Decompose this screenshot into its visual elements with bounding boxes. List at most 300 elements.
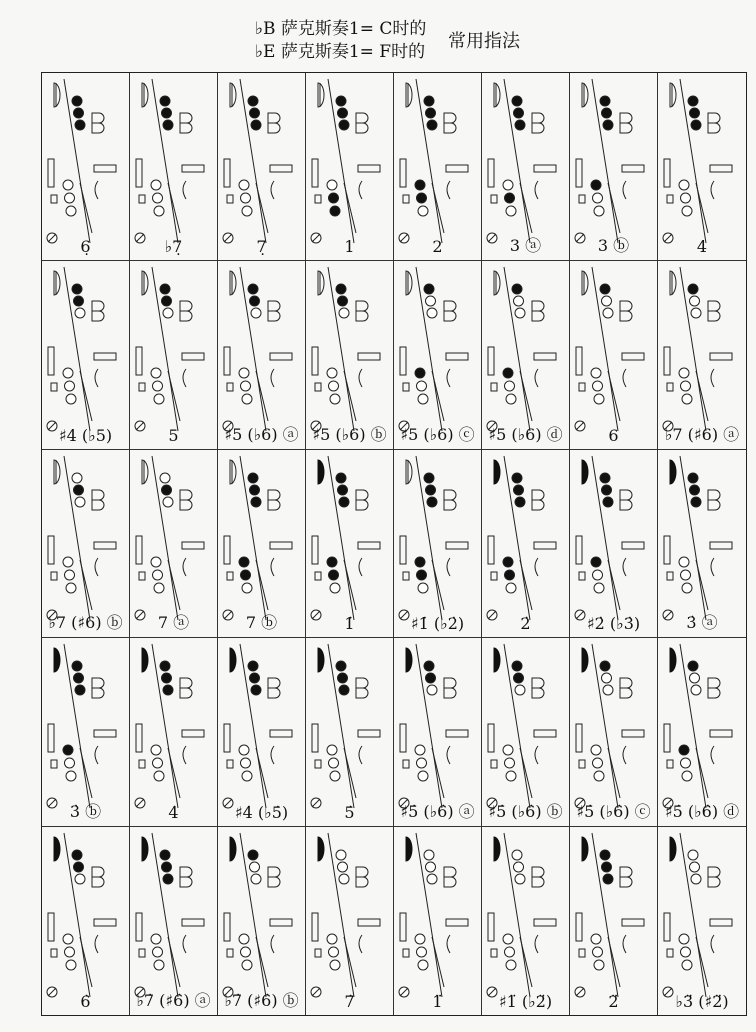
left-small-key-icon: [227, 572, 233, 580]
note-label: 2̇: [520, 614, 531, 634]
left-stack-icon: [136, 159, 142, 187]
palm-key-icon: [92, 490, 104, 500]
note-label: 5: [168, 425, 179, 445]
upper-key-2: [426, 296, 436, 306]
fingering-cell: [394, 73, 482, 261]
lower-key-2: [505, 570, 515, 580]
upper-key-1: [600, 96, 610, 106]
lower-key-3: [330, 583, 340, 593]
lower-key-1: [591, 745, 601, 755]
side-curve-icon: [447, 558, 450, 576]
lower-key-2: [329, 758, 339, 768]
side-key-icon: [710, 542, 732, 549]
title-line-2: ♭E 萨克斯奏1= F时的: [255, 42, 426, 62]
left-small-key-icon: [51, 572, 57, 580]
palm-key-icon: [180, 500, 192, 510]
note-label: 7 ⓑ: [245, 613, 278, 633]
upper-key-3: [251, 497, 261, 507]
fingering-cell: [42, 638, 130, 826]
lower-key-2: [681, 947, 691, 957]
upper-key-3: [691, 308, 701, 318]
side-key-icon: [94, 542, 116, 549]
upper-key-2: [74, 485, 84, 495]
lower-key-1: [239, 745, 249, 755]
note-label: 7̇: [344, 991, 355, 1011]
upper-key-2: [74, 673, 84, 683]
left-stack-icon: [400, 536, 406, 564]
left-small-key-icon: [139, 383, 145, 391]
left-stack-icon: [400, 913, 406, 941]
upper-key-2: [426, 673, 436, 683]
palm-key-icon: [180, 123, 192, 133]
upper-key-1: [72, 661, 82, 671]
note-label: 6̇: [80, 991, 91, 1011]
upper-key-2: [514, 862, 524, 872]
upper-key-1: [72, 473, 82, 483]
upper-key-3: [691, 120, 701, 130]
fingering-cell: [570, 638, 658, 826]
side-key-icon: [534, 919, 556, 926]
left-stack-icon: [224, 536, 230, 564]
upper-key-1: [688, 661, 698, 671]
saxophone-key-diagram: [42, 827, 128, 1015]
palm-key-icon: [444, 311, 456, 321]
lower-key-2: [153, 947, 163, 957]
upper-key-2: [250, 673, 260, 683]
left-small-key-icon: [403, 949, 409, 957]
lower-key-1: [151, 745, 161, 755]
upper-key-1: [248, 284, 258, 294]
fingering-cell: [218, 261, 306, 449]
octave-key-icon: [582, 837, 588, 861]
palm-key-icon: [708, 678, 720, 688]
fingering-cell: [394, 638, 482, 826]
lower-key-2: [593, 381, 603, 391]
fingering-cell: [130, 450, 218, 638]
note-label: 3 ⓑ: [597, 236, 630, 256]
lower-key-1: [503, 745, 513, 755]
left-stack-icon: [224, 347, 230, 375]
left-small-key-icon: [579, 195, 585, 203]
note-label: 1: [344, 237, 355, 257]
fingering-cell: [130, 827, 218, 1015]
lower-key-1: [63, 934, 73, 944]
lower-key-1: [151, 180, 161, 190]
upper-key-2: [426, 485, 436, 495]
octave-key-icon: [54, 460, 60, 484]
lower-body-line: [80, 560, 92, 610]
lower-key-1: [63, 368, 73, 378]
upper-key-1: [160, 850, 170, 860]
upper-key-3: [251, 308, 261, 318]
lower-key-1: [327, 180, 337, 190]
note-label: ♭7̇ (♯6̇) ⓐ: [136, 990, 211, 1010]
lower-key-2: [505, 758, 515, 768]
octave-key-icon: [142, 648, 148, 672]
left-stack-icon: [576, 913, 582, 941]
upper-key-2: [162, 862, 172, 872]
left-stack-icon: [576, 724, 582, 752]
upper-key-2: [514, 108, 524, 118]
left-small-key-icon: [315, 760, 321, 768]
upper-key-2: [602, 108, 612, 118]
note-label: ♯5 (♭6) ⓐ: [224, 424, 299, 444]
lower-key-3: [242, 771, 252, 781]
saxophone-key-diagram: [570, 261, 656, 449]
saxophone-key-diagram: [130, 827, 216, 1015]
upper-key-2: [602, 673, 612, 683]
side-curve-icon: [711, 746, 714, 764]
lower-body-line: [80, 748, 92, 798]
lower-key-1: [239, 368, 249, 378]
side-curve-icon: [447, 181, 450, 199]
saxophone-key-diagram: [570, 827, 656, 1015]
side-curve-icon: [183, 369, 186, 387]
lower-body-line: [696, 748, 708, 798]
side-curve-icon: [623, 935, 626, 953]
upper-key-1: [512, 850, 522, 860]
palm-key-icon: [356, 500, 368, 510]
side-key-icon: [182, 353, 204, 360]
left-small-key-icon: [315, 949, 321, 957]
palm-key-icon: [268, 678, 280, 688]
left-small-key-icon: [51, 383, 57, 391]
upper-key-1: [424, 850, 434, 860]
palm-key-icon: [356, 490, 368, 500]
side-key-icon: [94, 919, 116, 926]
octave-key-icon: [230, 648, 236, 672]
side-curve-icon: [271, 369, 274, 387]
chart-title: [250, 10, 570, 60]
fingering-cell: [42, 450, 130, 638]
side-curve-icon: [359, 558, 362, 576]
note-label: ♯2̇ (♭3̇): [586, 614, 641, 634]
note-label: 4: [696, 237, 708, 257]
lower-body-line: [168, 183, 180, 233]
fingering-cell: [218, 73, 306, 261]
upper-key-3: [75, 308, 85, 318]
side-curve-icon: [95, 746, 98, 764]
lower-body-line: [520, 560, 532, 610]
lower-body-line: [432, 371, 444, 421]
left-small-key-icon: [667, 760, 673, 768]
palm-key-icon: [708, 877, 720, 887]
side-curve-icon: [271, 746, 274, 764]
lower-key-1: [679, 557, 689, 567]
lower-body-line: [608, 937, 620, 987]
side-curve-icon: [711, 558, 714, 576]
fingering-cell: [658, 261, 746, 449]
side-key-icon: [358, 165, 380, 172]
left-small-key-icon: [491, 383, 497, 391]
note-label: ♯4̇ (♭5̇): [234, 802, 289, 822]
fingering-cell: [42, 261, 130, 449]
lower-key-2: [681, 381, 691, 391]
lower-key-1: [503, 934, 513, 944]
palm-key-icon: [268, 688, 280, 698]
note-label: 4̇: [168, 802, 179, 822]
saxophone-key-diagram: [42, 261, 128, 449]
left-small-key-icon: [315, 195, 321, 203]
palm-key-icon: [620, 113, 632, 123]
lower-body-line: [608, 183, 620, 233]
upper-key-1: [160, 96, 170, 106]
lower-key-3: [506, 206, 516, 216]
fingering-cell: [130, 73, 218, 261]
lower-key-3: [418, 394, 428, 404]
note-label: 7 ⓐ: [157, 613, 190, 633]
side-curve-icon: [271, 181, 274, 199]
lower-key-2: [329, 193, 339, 203]
note-label: ♯4 (♭5): [58, 425, 113, 445]
palm-key-icon: [444, 301, 456, 311]
palm-key-icon: [444, 113, 456, 123]
side-curve-icon: [359, 746, 362, 764]
fingering-cell: [482, 638, 570, 826]
lower-key-3: [682, 771, 692, 781]
octave-key-icon: [670, 83, 676, 107]
saxophone-key-diagram: [482, 450, 568, 638]
side-key-icon: [270, 542, 292, 549]
lower-key-1: [63, 180, 73, 190]
left-stack-icon: [312, 913, 318, 941]
left-stack-icon: [48, 724, 54, 752]
palm-key-icon: [620, 500, 632, 510]
upper-key-3: [163, 685, 173, 695]
upper-key-3: [339, 120, 349, 130]
octave-key-icon: [582, 83, 588, 107]
upper-key-1: [248, 661, 258, 671]
upper-key-3: [75, 120, 85, 130]
upper-key-3: [515, 685, 525, 695]
lower-key-1: [327, 368, 337, 378]
lower-key-2: [593, 947, 603, 957]
lower-key-1: [415, 745, 425, 755]
lower-body-line: [520, 183, 532, 233]
upper-key-1: [160, 661, 170, 671]
lower-key-2: [593, 758, 603, 768]
lower-key-3: [506, 394, 516, 404]
lower-body-line: [432, 560, 444, 610]
fingering-cell: [658, 638, 746, 826]
lower-key-2: [241, 947, 251, 957]
saxophone-key-diagram: [306, 827, 392, 1015]
lower-key-1: [415, 368, 425, 378]
palm-key-icon: [92, 678, 104, 688]
lower-key-2: [65, 570, 75, 580]
lower-key-2: [505, 947, 515, 957]
left-small-key-icon: [579, 572, 585, 580]
upper-key-1: [688, 473, 698, 483]
palm-key-icon: [532, 123, 544, 133]
lower-key-3: [242, 960, 252, 970]
upper-key-3: [251, 685, 261, 695]
upper-key-3: [75, 497, 85, 507]
left-small-key-icon: [227, 949, 233, 957]
upper-key-3: [515, 874, 525, 884]
saxophone-key-diagram: [218, 73, 304, 261]
octave-key-icon: [230, 83, 236, 107]
palm-key-icon: [268, 113, 280, 123]
left-stack-icon: [136, 347, 142, 375]
upper-key-2: [162, 108, 172, 118]
palm-key-icon: [180, 877, 192, 887]
upper-key-2: [602, 296, 612, 306]
side-curve-icon: [623, 746, 626, 764]
fingering-cell: [570, 261, 658, 449]
upper-key-3: [427, 874, 437, 884]
side-key-icon: [358, 353, 380, 360]
palm-key-icon: [444, 867, 456, 877]
lower-key-2: [329, 570, 339, 580]
note-label: ♭3̈ (♯2̈): [675, 991, 729, 1011]
palm-key-icon: [532, 490, 544, 500]
upper-key-3: [515, 308, 525, 318]
saxophone-key-diagram: [42, 73, 128, 261]
palm-key-icon: [268, 123, 280, 133]
lower-key-2: [241, 381, 251, 391]
palm-key-icon: [356, 113, 368, 123]
lower-key-2: [65, 947, 75, 957]
upper-key-2: [690, 862, 700, 872]
octave-key-icon: [142, 271, 148, 295]
upper-key-1: [424, 473, 434, 483]
palm-key-icon: [532, 311, 544, 321]
fingering-cell: [482, 450, 570, 638]
left-small-key-icon: [403, 383, 409, 391]
lower-body-line: [432, 748, 444, 798]
lower-key-3: [66, 583, 76, 593]
fingering-cell: [42, 827, 130, 1015]
fingering-cell: [570, 73, 658, 261]
lower-key-2: [417, 381, 427, 391]
upper-key-1: [160, 473, 170, 483]
side-key-icon: [710, 165, 732, 172]
side-curve-icon: [711, 181, 714, 199]
lower-body-line: [608, 748, 620, 798]
left-small-key-icon: [579, 383, 585, 391]
octave-key-icon: [318, 83, 324, 107]
palm-key-icon: [92, 867, 104, 877]
left-stack-icon: [488, 347, 494, 375]
lower-key-1: [415, 934, 425, 944]
side-key-icon: [94, 165, 116, 172]
upper-key-3: [251, 874, 261, 884]
side-curve-icon: [95, 369, 98, 387]
left-stack-icon: [224, 913, 230, 941]
octave-key-icon: [54, 271, 60, 295]
fingering-cell: [306, 73, 394, 261]
lower-key-3: [154, 394, 164, 404]
left-small-key-icon: [579, 949, 585, 957]
left-stack-icon: [488, 159, 494, 187]
lower-body-line: [432, 183, 444, 233]
note-label: ♯1̇ (♭2̇): [410, 614, 465, 634]
lower-body-line: [608, 560, 620, 610]
octave-key-icon: [406, 648, 412, 672]
upper-key-1: [336, 850, 346, 860]
upper-key-3: [251, 120, 261, 130]
side-curve-icon: [711, 369, 714, 387]
upper-key-3: [339, 308, 349, 318]
saxophone-key-diagram: [394, 827, 480, 1015]
upper-key-2: [162, 485, 172, 495]
side-key-icon: [94, 730, 116, 737]
left-small-key-icon: [227, 760, 233, 768]
upper-key-1: [336, 284, 346, 294]
note-label: 2: [432, 237, 443, 257]
lower-key-3: [418, 960, 428, 970]
lower-key-2: [241, 758, 251, 768]
left-small-key-icon: [667, 383, 673, 391]
lower-body-line: [520, 748, 532, 798]
lower-key-2: [153, 381, 163, 391]
lower-key-3: [418, 771, 428, 781]
left-stack-icon: [664, 724, 670, 752]
side-key-icon: [94, 353, 116, 360]
lower-key-3: [330, 394, 340, 404]
palm-key-icon: [708, 113, 720, 123]
side-curve-icon: [447, 746, 450, 764]
lower-key-3: [154, 771, 164, 781]
upper-key-3: [163, 874, 173, 884]
saxophone-key-diagram: [394, 450, 480, 638]
palm-key-icon: [268, 490, 280, 500]
fingering-cell: [394, 827, 482, 1015]
lower-key-1: [679, 180, 689, 190]
lower-body-line: [256, 183, 268, 233]
lower-key-3: [330, 771, 340, 781]
lower-key-2: [505, 381, 515, 391]
left-stack-icon: [136, 724, 142, 752]
left-stack-icon: [488, 536, 494, 564]
palm-key-icon: [356, 688, 368, 698]
lower-key-1: [327, 745, 337, 755]
lower-key-2: [329, 381, 339, 391]
lower-key-1: [415, 557, 425, 567]
octave-key-icon: [142, 460, 148, 484]
lower-key-3: [154, 206, 164, 216]
side-key-icon: [358, 542, 380, 549]
lower-key-2: [681, 758, 691, 768]
palm-key-icon: [356, 877, 368, 887]
left-small-key-icon: [51, 760, 57, 768]
left-small-key-icon: [227, 195, 233, 203]
upper-key-2: [162, 673, 172, 683]
lower-body-line: [696, 371, 708, 421]
lower-body-line: [80, 183, 92, 233]
palm-key-icon: [708, 311, 720, 321]
left-stack-icon: [224, 724, 230, 752]
upper-key-3: [339, 874, 349, 884]
left-stack-icon: [136, 913, 142, 941]
left-small-key-icon: [667, 949, 673, 957]
left-stack-icon: [48, 347, 54, 375]
upper-key-1: [600, 661, 610, 671]
palm-key-icon: [708, 867, 720, 877]
palm-key-icon: [444, 490, 456, 500]
left-small-key-icon: [227, 383, 233, 391]
fingering-cell: [570, 827, 658, 1015]
side-key-icon: [622, 919, 644, 926]
palm-key-icon: [180, 113, 192, 123]
palm-key-icon: [708, 490, 720, 500]
side-curve-icon: [95, 558, 98, 576]
lower-key-1: [679, 745, 689, 755]
upper-key-3: [603, 874, 613, 884]
upper-key-2: [250, 108, 260, 118]
upper-key-2: [690, 108, 700, 118]
